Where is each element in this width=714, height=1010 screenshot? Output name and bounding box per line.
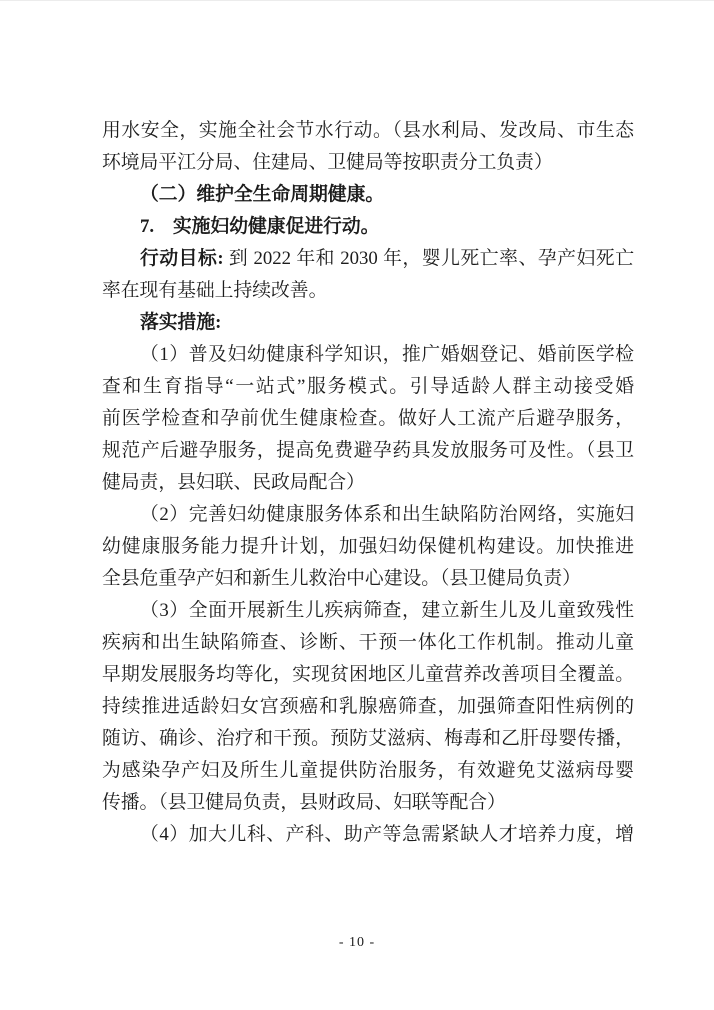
text-segment: 用水安全，实施全社会节水行动。（县水利局、发改局、市生态 <box>102 120 634 141</box>
text-segment: （3）全面开展新生儿疾病筛查，建立新生儿及儿童致残性 <box>140 600 634 621</box>
text-segment: 查和生育指导“一站式”服务模式。引导适龄人群主动接受婚 <box>102 376 634 397</box>
page-footer <box>0 935 714 951</box>
bold-text-segment: 7. 实施妇幼健康促进行动。 <box>140 216 380 237</box>
bold-text-segment: 落实措施: <box>140 312 222 333</box>
text-segment: （1）普及妇幼健康科学知识，推广婚姻登记、婚前医学检 <box>140 344 634 365</box>
text-line <box>102 691 634 723</box>
text-line <box>102 563 634 595</box>
text-segment: 幼健康服务能力提升计划，加强妇幼保健机构建设。加快推进 <box>102 536 634 557</box>
text-segment: 健局责，县妇联、民政局配合） <box>102 472 365 493</box>
text-line <box>102 787 634 819</box>
text-segment: （4）加大儿科、产科、助产等急需紧缺人才培养力度，增 <box>140 824 634 845</box>
text-segment: 持续推进适龄妇女宫颈癌和乳腺癌筛查，加强筛查阳性病例的 <box>102 696 634 717</box>
text-segment: 为感染孕产妇及所生儿童提供防治服务，有效避免艾滋病母婴 <box>102 760 634 781</box>
text-line <box>102 275 634 307</box>
page-body-text <box>102 115 634 851</box>
text-line <box>102 115 634 147</box>
text-line <box>102 307 634 339</box>
text-line <box>102 819 634 851</box>
text-line <box>102 467 634 499</box>
text-line <box>102 243 634 275</box>
text-segment: （2）完善妇幼健康服务体系和出生缺陷防治网络，实施妇 <box>140 504 634 525</box>
text-segment: 规范产后避孕服务，提高免费避孕药具发放服务可及性。（县卫 <box>102 440 634 461</box>
text-line <box>102 211 634 243</box>
text-segment: 随访、确诊、治疗和干预。预防艾滋病、梅毒和乙肝母婴传播， <box>102 728 634 749</box>
page-number: - 10 - <box>338 935 376 950</box>
text-segment: 率在现有基础上持续改善。 <box>102 280 328 301</box>
text-line <box>102 627 634 659</box>
text-segment: 到 2022 年和 2030 年，婴儿死亡率、孕产妇死亡 <box>223 248 634 269</box>
text-segment: 传播。（县卫健局负责，县财政局、妇联等配合） <box>102 792 506 813</box>
text-segment: 前医学检查和孕前优生健康检查。做好人工流产后避孕服务， <box>102 408 634 429</box>
text-line <box>102 595 634 627</box>
text-line <box>102 531 634 563</box>
text-line <box>102 499 634 531</box>
text-line <box>102 659 634 691</box>
text-line <box>102 147 634 179</box>
text-segment: 全县危重孕产妇和新生儿救治中心建设。（县卫健局负责） <box>102 568 581 589</box>
text-line <box>102 403 634 435</box>
text-line <box>102 179 634 211</box>
text-line <box>102 339 634 371</box>
text-segment: 环境局平江分局、住建局、卫健局等按职责分工负责） <box>102 152 553 173</box>
text-segment: 早期发展服务均等化，实现贫困地区儿童营养改善项目全覆盖。 <box>102 664 634 685</box>
text-segment: 疾病和出生缺陷筛查、诊断、干预一体化工作机制。推动儿童 <box>102 632 634 653</box>
text-line <box>102 371 634 403</box>
bold-text-segment: （二）维护全生命周期健康。 <box>140 184 385 205</box>
text-line <box>102 755 634 787</box>
bold-text-segment: 行动目标: <box>140 248 224 269</box>
text-line <box>102 435 634 467</box>
text-line <box>102 723 634 755</box>
